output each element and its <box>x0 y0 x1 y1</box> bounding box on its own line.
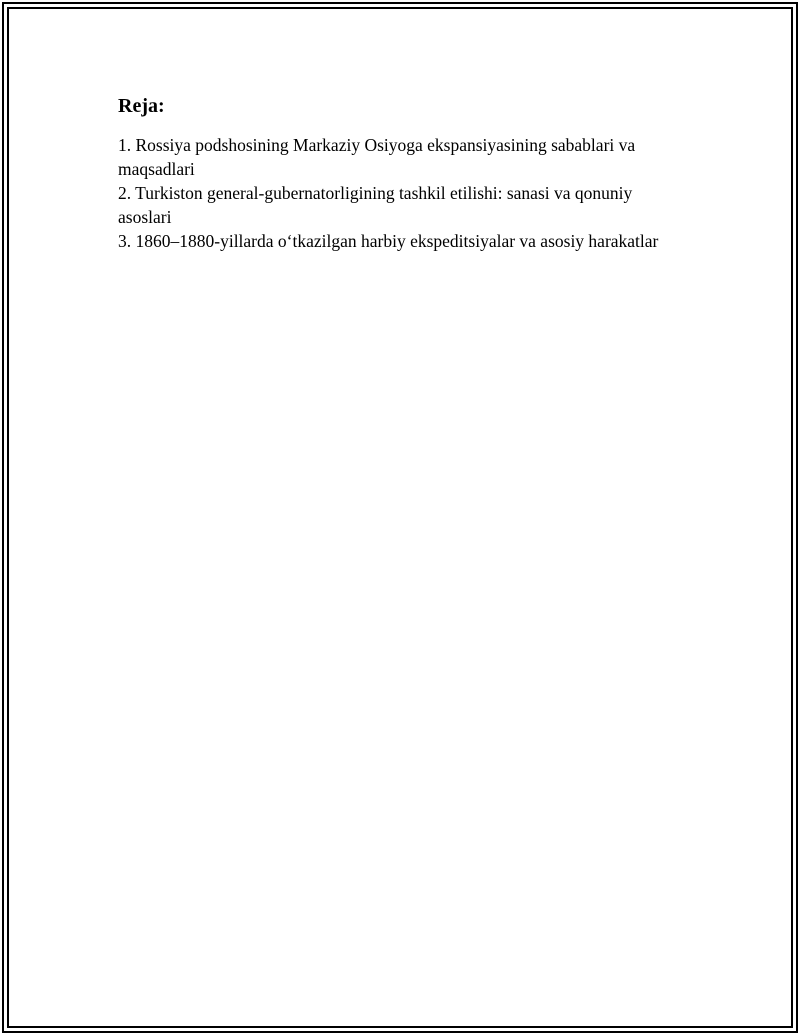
document-body <box>118 93 678 253</box>
plan-list <box>118 133 678 253</box>
plan-item-2: 2. Turkiston general-gubernatorligining tashkil etilishi: sanasi va qonuniy asoslari <box>118 183 633 227</box>
plan-item-3: 3. 1860–1880-yillarda oʻtkazilgan harbiy ekspeditsiyalar va asosiy harakatlar <box>118 231 659 251</box>
plan-item-1: 1. Rossiya podshosining Markaziy Osiyoga ekspansiyasining sabablari va maqsadlari <box>118 135 636 179</box>
plan-heading: Reja: <box>118 95 165 117</box>
